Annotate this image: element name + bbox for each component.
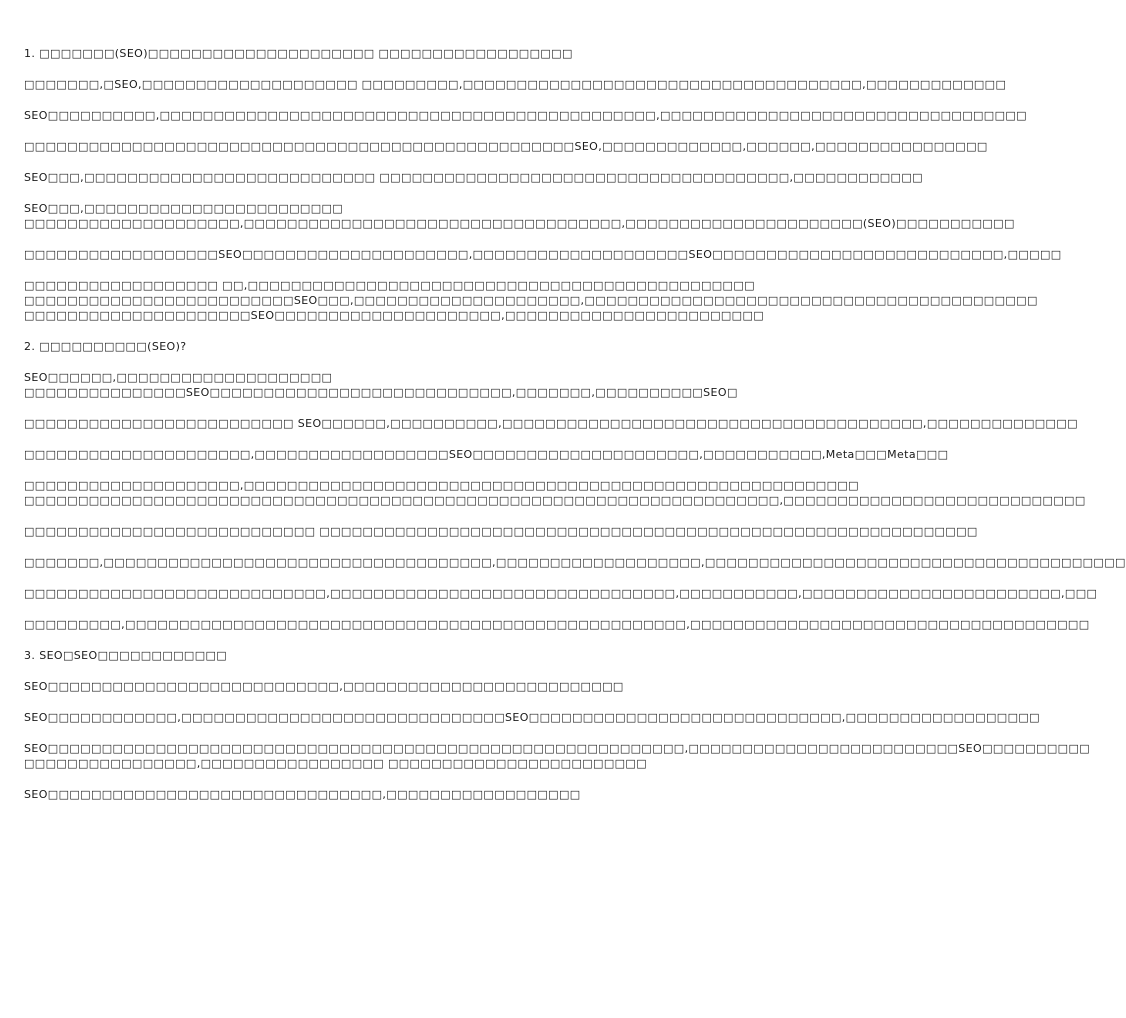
text-line: □□□□□□□□□□□□□□□SEO□□□□□□□□□□□□□□□□□□□□□□□□□□□□,□□□□□□□,□□□□□□□□□□SEO□ xyxy=(24,386,738,399)
paragraph xyxy=(24,139,988,154)
paragraph xyxy=(24,478,1086,508)
text-line: □□□□□□□□□□□□□□□□□□SEO□□□□□□□□□□□□□□□□□□□□□,□□□□□□□□□□□□□□□□□□□□SEO□□□□□□□□□□□□□□□□□□□□□□□□□□□,□□□□□ xyxy=(24,248,1062,261)
paragraph xyxy=(24,741,1091,771)
paragraph xyxy=(24,170,923,185)
paragraph xyxy=(24,77,1007,92)
text-line: SEO□□□□□□□□□□□□□□□□□□□□□□□□□□□□□□□,□□□□□□□□□□□□□□□□□□ xyxy=(24,788,581,801)
document-body xyxy=(24,46,1126,818)
text-line: □□□□□□□□□□□□□□□□□□□□□□□□□□□□,□□□□□□□□□□□□□□□□□□□□□□□□□□□□□□□□,□□□□□□□□□□□,□□□□□□□□□□□□□□□□□□□□□□□□,□□□ xyxy=(24,587,1098,600)
paragraph xyxy=(24,555,1126,570)
section-heading xyxy=(24,339,720,354)
text-line: SEO□□□,□□□□□□□□□□□□□□□□□□□□□□□□ xyxy=(24,202,344,215)
paragraph xyxy=(24,108,1027,123)
paragraph xyxy=(24,617,1090,632)
text-line: SEO□□□□□□□□□□□□□□□□□□□□□□□□□□□□□□□□□□□□□□□□□□□□□□□□□□□□□□□□□□□,□□□□□□□□□□□□□□□□□□□□□□□□□SEO□□□□□□□□□□ xyxy=(24,742,1091,755)
text-line: □□□□□□□□□□□□□□□□□□□□□,□□□□□□□□□□□□□□□□□□SEO□□□□□□□□□□□□□□□□□□□□□,□□□□□□□□□□□,Meta□□□Meta□□□ xyxy=(24,448,949,461)
text-line: □□□□□□□□□□□□□□□□,□□□□□□□□□□□□□□□□□ □□□□□□□□□□□□□□□□□□□□□□□□ xyxy=(24,757,647,770)
section-heading xyxy=(24,648,720,663)
paragraph xyxy=(24,679,720,694)
text-line: □□□□□□□□□□□□□□□□□□□□□□□□□□□□□□□□□□□□□□□□□□□□□□□□□□□□□□□□□□□□□□□□□□□□□□,□□□□□□□□□□□□□□□□□□□□□□□□□□□□ xyxy=(24,494,1086,507)
paragraph xyxy=(24,247,1062,262)
paragraph xyxy=(24,447,949,462)
paragraph xyxy=(24,370,738,400)
paragraph xyxy=(24,416,1078,431)
paragraph xyxy=(24,278,1038,323)
text-line: SEO□□□□□□□□□□□□□□□□□□□□□□□□□□□,□□□□□□□□□□□□□□□□□□□□□□□□□□ xyxy=(24,680,624,693)
text-line: □□□□□□□□□□□□□□□□□□□□,□□□□□□□□□□□□□□□□□□□□□□□□□□□□□□□□□□□,□□□□□□□□□□□□□□□□□□□□□□(SEO)□□□□□□□□□□□ xyxy=(24,217,1015,230)
text-line: SEO□□□,□□□□□□□□□□□□□□□□□□□□□□□□□□□ □□□□□□□□□□□□□□□□□□□□□□□□□□□□□□□□□□□□□□,□□□□□□□□□□□□ xyxy=(24,171,923,184)
text-line: SEO□□□□□□,□□□□□□□□□□□□□□□□□□□□ xyxy=(24,371,333,384)
text-line: 1. □□□□□□□(SEO)□□□□□□□□□□□□□□□□□□□□□ □□□□□□□□□□□□□□□□□□ xyxy=(24,47,573,60)
text-line: 2. □□□□□□□□□□(SEO)? xyxy=(24,340,187,353)
section-heading xyxy=(24,46,720,61)
text-line: □□□□□□□□□□□□□□□□□□□□□□□□□□□□□□□□□□□□□□□□□□□□□□□□□□□SEO,□□□□□□□□□□□□□,□□□□□□,□□□□□□□□□□□□□□□□ xyxy=(24,140,988,153)
paragraph xyxy=(24,787,720,802)
text-line: □□□□□□□□□□□□□□□□□□ □□,□□□□□□□□□□□□□□□□□□□□□□□□□□□□□□□□□□□□□□□□□□□□□□□ xyxy=(24,279,755,292)
text-line: □□□□□□□□□,□□□□□□□□□□□□□□□□□□□□□□□□□□□□□□□□□□□□□□□□□□□□□□□□□□□□,□□□□□□□□□□□□□□□□□□□□□□□□□□□□□□□□□□□□□ xyxy=(24,618,1090,631)
paragraph xyxy=(24,586,1098,601)
text-line: SEO□□□□□□□□□□□□,□□□□□□□□□□□□□□□□□□□□□□□□□□□□□□SEO□□□□□□□□□□□□□□□□□□□□□□□□□□□□□,□□□□□□□□□□□□□□□□□□ xyxy=(24,711,1040,724)
paragraph xyxy=(24,201,1015,231)
text-line: □□□□□□□□□□□□□□□□□□□□□SEO□□□□□□□□□□□□□□□□□□□□□,□□□□□□□□□□□□□□□□□□□□□□□□ xyxy=(24,309,765,322)
text-line: 3. SEO□SEO□□□□□□□□□□□□ xyxy=(24,649,228,662)
text-line: □□□□□□□□□□□□□□□□□□□□,□□□□□□□□□□□□□□□□□□□□□□□□□□□□□□□□□□□□□□□□□□□□□□□□□□□□□□□□□ xyxy=(24,479,859,492)
text-line: □□□□□□□□□□□□□□□□□□□□□□□□□□□ □□□□□□□□□□□□□□□□□□□□□□□□□□□□□□□□□□□□□□□□□□□□□□□□□□□□□□□□□□□□□ xyxy=(24,525,978,538)
text-line: □□□□□□□,□□□□□□□□□□□□□□□□□□□□□□□□□□□□□□□□□□□□,□□□□□□□□□□□□□□□□□□□,□□□□□□□□□□□□□□□□□□□□□□□□□□□□□□□□□□□□□□□ xyxy=(24,556,1126,569)
text-line: □□□□□□□,□SEO,□□□□□□□□□□□□□□□□□□□□ □□□□□□□□□,□□□□□□□□□□□□□□□□□□□□□□□□□□□□□□□□□□□□□,□□□□□□□□□□□□□ xyxy=(24,78,1007,91)
text-line: □□□□□□□□□□□□□□□□□□□□□□□□□ SEO□□□□□□,□□□□□□□□□□,□□□□□□□□□□□□□□□□□□□□□□□□□□□□□□□□□□□□□□□,□□□□□□□□□□□□□□ xyxy=(24,417,1078,430)
paragraph xyxy=(24,710,1040,725)
paragraph xyxy=(24,524,978,539)
text-line: □□□□□□□□□□□□□□□□□□□□□□□□□SEO□□□,□□□□□□□□□□□□□□□□□□□□□,□□□□□□□□□□□□□□□□□□□□□□□□□□□□□□□□□□□□□□□□□□ xyxy=(24,294,1038,307)
text-line: SEO□□□□□□□□□□,□□□□□□□□□□□□□□□□□□□□□□□□□□□□□□□□□□□□□□□□□□□□□□,□□□□□□□□□□□□□□□□□□□□□□□□□□□□□□□□□□ xyxy=(24,109,1027,122)
